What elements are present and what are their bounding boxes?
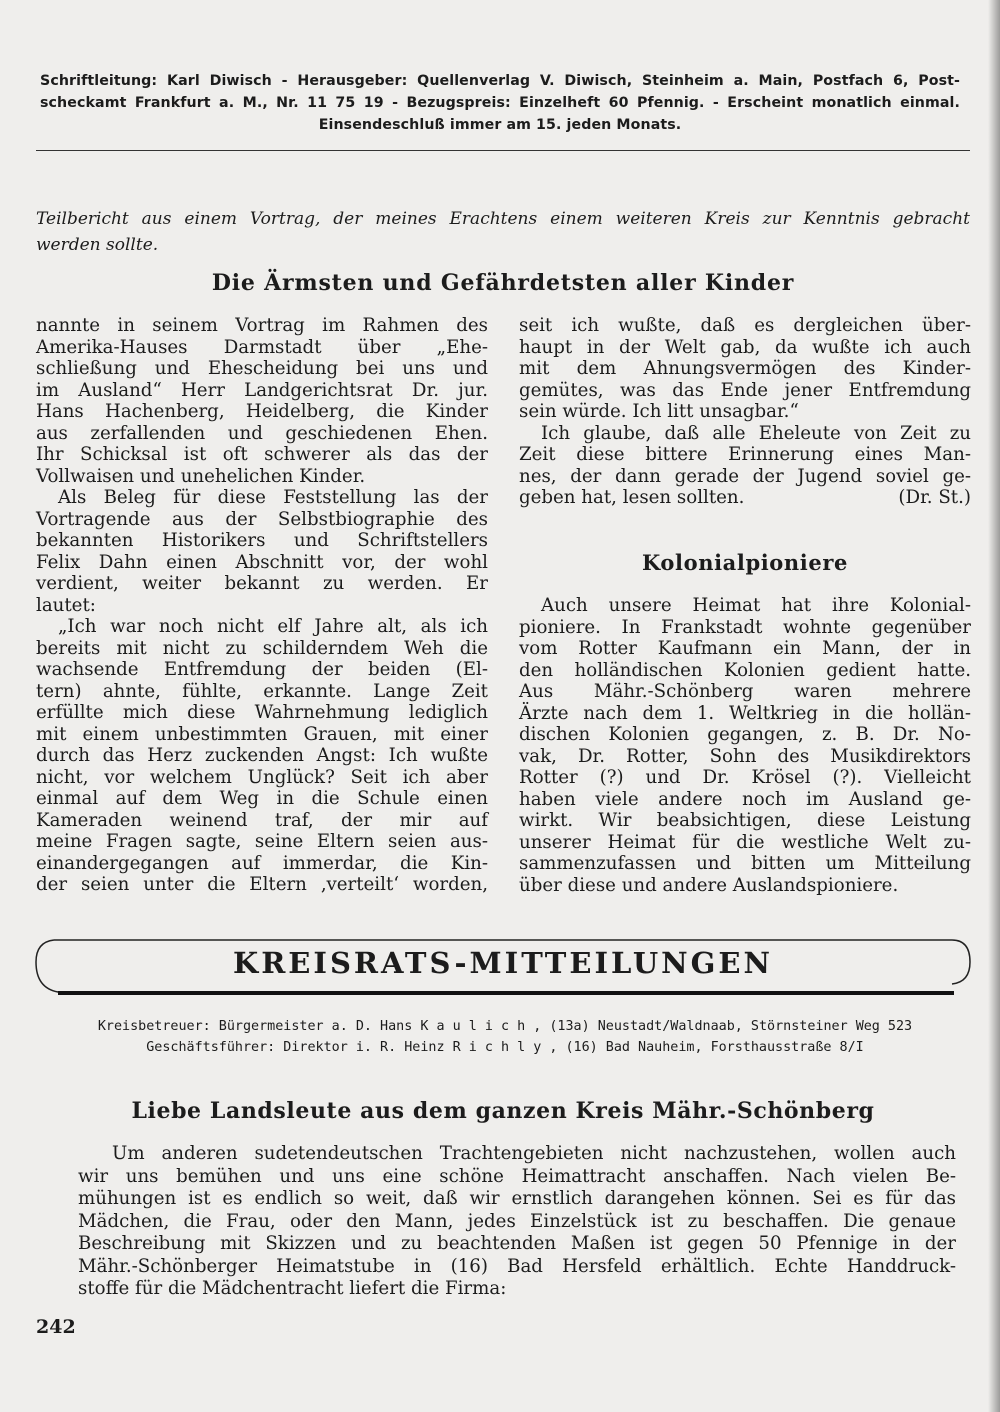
text-line: vak, Dr. Rotter, Sohn des Musikdirektors: [519, 745, 971, 767]
article-headline-kolonialpioniere: Kolonialpioniere: [642, 550, 848, 575]
text-line: Beschreibung mit Skizzen und zu beachtenden Maßen ist gegen 50 Pfennige in der: [78, 1233, 956, 1254]
divider: [36, 150, 970, 151]
article-column-kolonialpioniere: [519, 595, 971, 896]
text-line: Ich glaube, daß alle Eheleute von Zeit zu: [541, 422, 971, 444]
text-line: Kameraden weinend traf, der mir auf: [36, 809, 488, 831]
masthead-line: scheckamt Frankfurt a. M., Nr. 11 75 19 - Bezugspreis: Einzelheft 60 Pfennig. - Erscheint monatlich einmal.: [40, 95, 960, 111]
text-line: meine Fragen sagte, seine Eltern seien aus-: [36, 831, 488, 852]
text-line: verdient, weiter bekannt zu werden. Er: [36, 573, 488, 594]
text-line: der seien unter die Eltern ‚verteilt‘ worden,: [36, 874, 488, 895]
text-line: wir uns bemühen und uns eine schöne Heimattracht anschaffen. Nach vielen Be-: [78, 1165, 956, 1187]
page-edge-shadow: [988, 0, 1000, 1412]
masthead-line: Einsendeschluß immer am 15. jeden Monats.: [318, 117, 682, 133]
text-line: pioniere. In Frankstadt wohnte gegenüber: [519, 616, 971, 638]
text-line: im Ausland“ Herr Landgerichtsrat Dr. jur.: [36, 379, 488, 401]
text-line: Zeit diese bittere Erinnerung eines Man-: [519, 444, 971, 465]
text-line: geben hat, lesen sollten.: [519, 487, 745, 508]
article-column-left: [36, 315, 488, 896]
text-line: Rotter (?) und Dr. Krösel (?). Vielleicht: [519, 767, 971, 788]
text-line: einmal auf dem Weg in die Schule einen: [36, 788, 488, 809]
text-line: Aus Mähr.-Schönberg waren mehrere: [519, 681, 971, 702]
masthead: [40, 70, 960, 136]
officials-line: Kreisbetreuer: Bürgermeister a. D. Hans K a u l i c h , (13a) Neustadt/Waldnaab, Störnsteiner Weg 523: [97, 1019, 913, 1034]
text-line: mühungen ist es endlich so weit, daß wir ernstlich darangehen können. Sei es für das: [78, 1188, 956, 1209]
text-line: sammenzufassen und bitten um Mitteilung: [519, 853, 971, 874]
masthead-line: Schriftleitung: Karl Diwisch - Herausgeber: Quellenverlag V. Diwisch, Steinheim a. Main, Postfach 6, Post-: [40, 73, 960, 89]
page-number: 242: [36, 1316, 76, 1338]
section-title: KREISRATS-MITTEILUNGEN: [233, 946, 773, 980]
article-headline-landsleute: Liebe Landsleute aus dem ganzen Kreis Mähr.-Schönberg: [131, 1098, 875, 1124]
text-line: stoffe für die Mädchentracht liefert die Firma:: [78, 1278, 507, 1299]
intro-line: Teilbericht aus einem Vortrag, der meines Erachtens einem weiteren Kreis zur Kenntnis gebracht: [36, 209, 970, 229]
officials-info: [60, 1016, 950, 1058]
text-line: Vortragende aus der Selbstbiographie des: [36, 508, 488, 530]
text-line: Vollwaisen und unehelichen Kinder.: [36, 465, 366, 487]
text-line: Felix Dahn einen Abschnitt vor, der wohl: [36, 551, 488, 573]
text-line: haupt in der Welt gab, da wußte ich auch: [519, 336, 971, 358]
article-headline: Die Ärmsten und Gefährdetsten aller Kinder: [211, 270, 795, 296]
text-line: über diese und andere Auslandspioniere.: [519, 874, 899, 896]
text-line: gemütes, was das Ende jener Entfremdung: [519, 379, 971, 401]
text-line: Als Beleg für diese Feststellung las der: [58, 487, 488, 508]
text-line: haben viele andere noch im Ausland ge-: [519, 788, 971, 810]
text-line-with-signature: [519, 487, 971, 509]
text-line: schließung und Ehescheidung bei uns und: [36, 358, 488, 379]
text-line: den holländischen Kolonien gedient hatte.: [519, 659, 971, 681]
text-line: „Ich war noch nicht elf Jahre alt, als ich: [58, 616, 488, 637]
text-line: bekannten Historikers und Schriftstellers: [36, 530, 488, 551]
officials-line: Geschäftsführer: Direktor i. R. Heinz R i c h l y , (16) Bad Nauheim, Forsthausstraße 8/I: [146, 1040, 864, 1055]
text-line: Mähr.-Schönberger Heimatstube in (16) Bad Hersfeld erhältlich. Echte Handdruck-: [78, 1255, 956, 1277]
text-line: Ihr Schicksal ist oft schwerer als das der: [36, 444, 488, 465]
text-line: Auch unsere Heimat hat ihre Kolonial-: [541, 595, 971, 616]
text-line: nicht, vor welchem Unglück? Seit ich aber: [36, 766, 488, 788]
text-line: wachsende Entfremdung der beiden (El-: [36, 659, 488, 680]
text-line: nes, der dann gerade der Jugend soviel ge-: [519, 465, 971, 487]
text-line: Ärzte nach dem 1. Weltkrieg in die hollän-: [519, 702, 971, 724]
text-line: aus zerfallenden und geschiedenen Ehen.: [36, 422, 488, 444]
text-line: tern) ahnte, fühlte, erkannte. Lange Zeit: [36, 680, 488, 702]
text-line: lautet:: [36, 594, 96, 616]
article-signature: (Dr. St.): [898, 487, 971, 508]
text-line: Amerika-Hauses Darmstadt über „Ehe-: [36, 336, 488, 358]
text-line: durch das Herz zuckenden Angst: Ich wußte: [36, 745, 488, 766]
text-line: Mädchen, die Frau, oder den Mann, jedes Einzelstück ist zu beschaffen. Die genaue: [78, 1210, 956, 1232]
text-line: vom Rotter Kaufmann ein Mann, der in: [519, 638, 971, 659]
text-line: mit dem Ahnungsvermögen des Kinder-: [519, 358, 971, 379]
text-line: einandergegangen auf immerdar, die Kin-: [36, 852, 488, 874]
intro-note: [36, 206, 970, 258]
text-line: seit ich wußte, daß es dergleichen über-: [519, 315, 971, 336]
text-line: erfüllte mich diese Wahrnehmung lediglich: [36, 702, 488, 723]
text-line: mit einem unbestimmten Grauen, mit einer: [36, 723, 488, 745]
text-line: Um anderen sudetendeutschen Trachtengebieten nicht nachzustehen, wollen auch: [112, 1143, 956, 1164]
text-line: nannte in seinem Vortrag im Rahmen des: [36, 315, 488, 336]
article-column-right: [519, 315, 971, 509]
text-line: dischen Kolonien gegangen, z. B. Dr. No-: [519, 724, 971, 745]
intro-line: werden sollte.: [36, 235, 159, 255]
text-line: bereits mit nicht zu schilderndem Weh die: [36, 637, 488, 659]
text-line: unserer Heimat für die westliche Welt zu-: [519, 831, 971, 853]
text-line: Hans Hachenberg, Heidelberg, die Kinder: [36, 401, 488, 422]
section-banner: [34, 936, 972, 996]
article-body-landsleute: [78, 1143, 956, 1301]
text-line: sein würde. Ich litt unsagbar.“: [519, 401, 799, 422]
text-line: wirkt. Wir beabsichtigen, diese Leistung: [519, 810, 971, 831]
